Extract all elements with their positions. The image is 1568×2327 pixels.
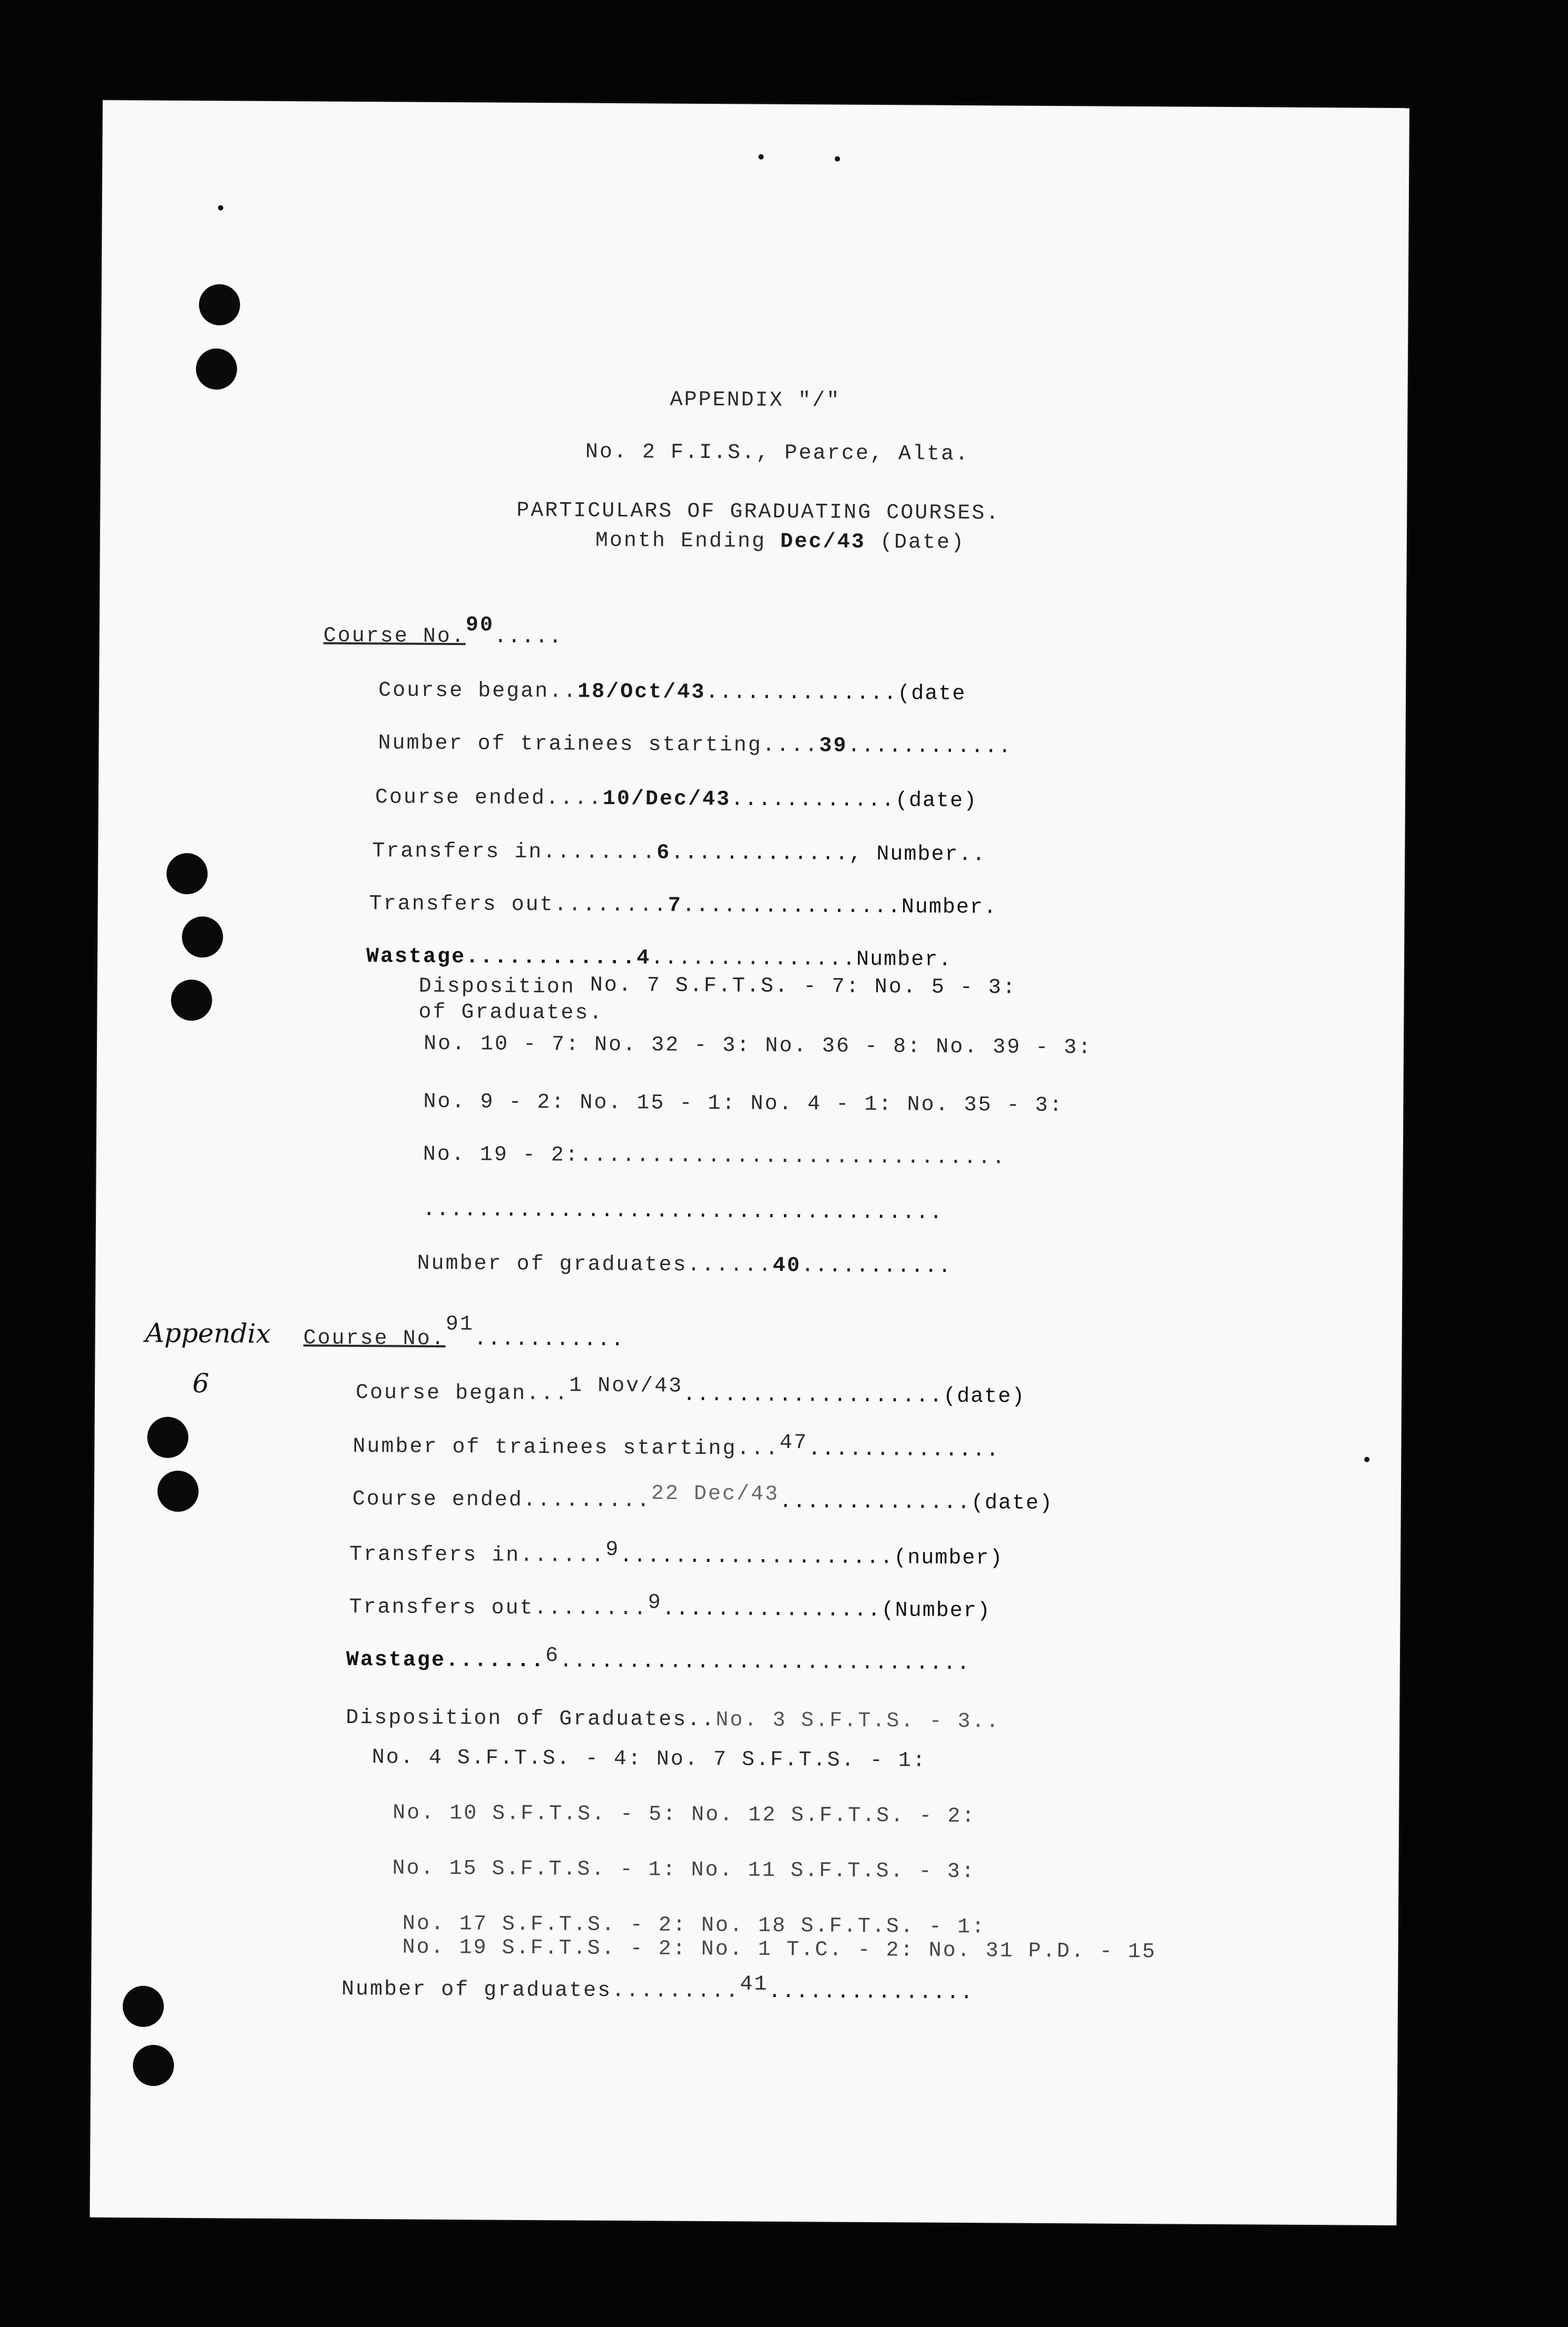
transfers-out-row: [349, 1591, 991, 1624]
course-number: 90: [465, 613, 495, 638]
transfers-out-suffix: ................Number.: [682, 894, 998, 920]
disposition-line: No. 10 - 7: No. 32 - 3: No. 36 - 8: No. 39 - 3:: [423, 1032, 1093, 1060]
course-ended-suffix: ..............(date): [779, 1490, 1054, 1516]
graduates-suffix: ...........: [801, 1254, 952, 1279]
disposition-line: No. 19 - 2:..............................: [423, 1142, 1007, 1170]
disposition-line: No. 19 S.F.T.S. - 2: No. 1 T.C. - 2: No. 31 P.D. - 15: [402, 1935, 1157, 1964]
course-began-suffix: ..............(date: [705, 681, 966, 707]
disposition-line: ......................................: [423, 1198, 944, 1225]
graduates-label: Number of graduates......: [417, 1252, 773, 1278]
ink-speck: [1364, 1457, 1369, 1462]
trainees-value: 47: [779, 1431, 808, 1455]
course-ended-suffix: ............(date): [730, 788, 978, 814]
wastage-label: Wastage.......: [346, 1648, 546, 1674]
transfers-in-suffix: ............., Number..: [671, 841, 986, 867]
transfers-out-value: 7: [668, 894, 682, 918]
punch-hole: [182, 916, 223, 957]
transfers-in-value: 9: [605, 1538, 620, 1562]
document-subtitle: PARTICULARS OF GRADUATING COURSES.: [516, 498, 1001, 526]
course-ended-row: [375, 786, 977, 813]
disposition-line: No. 3 S.F.T.S. - 3..: [716, 1708, 1001, 1734]
wastage-label: Wastage............: [366, 945, 637, 971]
punch-hole: [196, 348, 237, 389]
punch-hole: [133, 2045, 174, 2086]
month-ending-value: Dec/43: [780, 530, 866, 554]
course-began-row: [378, 679, 966, 706]
handwritten-annotation: Appendix: [145, 1317, 271, 1349]
document-page: [90, 100, 1409, 2225]
course-number: 91: [445, 1313, 475, 1337]
course-began-value: 18/Oct/43: [577, 680, 706, 705]
ink-speck: [758, 154, 763, 160]
disposition-line: No. 10 S.F.T.S. - 5: No. 12 S.F.T.S. - 2:: [393, 1801, 976, 1829]
trainees-suffix: ..............: [808, 1438, 1000, 1463]
transfers-out-suffix: ................(Number): [662, 1597, 991, 1624]
disposition-label-1: Disposition: [418, 974, 575, 1000]
trainees-row: [378, 731, 1012, 759]
course-ended-value: 22 Dec/43: [651, 1482, 780, 1507]
trainees-label: Number of trainees starting....: [378, 731, 819, 758]
disposition-label-2: of Graduates.: [418, 1000, 604, 1025]
transfers-in-suffix: ....................(number): [620, 1544, 1004, 1571]
wastage-suffix: ..............................: [559, 1649, 971, 1676]
disposition-line: No. 7 S.F.T.S. - 7: No. 5 - 3:: [590, 973, 1017, 1000]
wastage-value: 6: [545, 1644, 560, 1668]
wastage-row: [366, 945, 952, 972]
transfers-in-row: [349, 1538, 1004, 1571]
punch-hole: [199, 284, 240, 325]
trainees-suffix: ............: [847, 734, 1012, 759]
punch-hole: [123, 1986, 164, 2027]
transfers-in-value: 6: [656, 841, 671, 865]
trainees-value: 39: [819, 734, 848, 758]
disposition-line: No. 17 S.F.T.S. - 2: No. 18 S.F.T.S. - 1:: [402, 1912, 986, 1940]
wastage-value: 4: [636, 946, 651, 971]
trainees-row: [352, 1431, 1000, 1463]
course-suffix: ...........: [474, 1327, 625, 1353]
transfers-out-label: Transfers out........: [349, 1595, 648, 1621]
transfers-out-value: 9: [648, 1591, 662, 1615]
month-ending: [595, 529, 965, 555]
month-ending-label: Month Ending: [595, 529, 767, 554]
disposition-row: [346, 1706, 1000, 1734]
graduates-suffix: ...............: [768, 1980, 974, 2006]
course-label: Course No.: [303, 1326, 446, 1352]
ink-speck: [218, 205, 223, 210]
appendix-title: APPENDIX "/": [670, 388, 841, 413]
transfers-in-label: Transfers in........: [372, 839, 657, 865]
graduates-row: [341, 1972, 974, 2006]
course-began-label: Course began..: [378, 679, 578, 704]
transfers-out-label: Transfers out........: [369, 892, 668, 918]
graduates-label: Number of graduates.........: [341, 1977, 740, 2004]
punch-hole: [166, 853, 208, 894]
course-began-suffix: ...................(date): [682, 1383, 1026, 1409]
course-ended-label: Course ended.........: [352, 1487, 652, 1513]
course-90-heading: Course No.90.....: [323, 613, 563, 650]
course-began-row: [355, 1374, 1026, 1409]
punch-hole: [158, 1471, 199, 1512]
ink-speck: [835, 156, 840, 161]
month-ending-suffix: (Date): [879, 531, 966, 555]
punch-hole: [147, 1417, 188, 1458]
trainees-label: Number of trainees starting...: [352, 1434, 780, 1461]
graduates-value: 40: [772, 1254, 801, 1278]
disposition-line: No. 15 S.F.T.S. - 1: No. 11 S.F.T.S. - 3:: [392, 1856, 976, 1884]
course-label: Course No.: [323, 624, 466, 649]
course-91-heading: [303, 1313, 625, 1353]
graduates-value: 41: [740, 1972, 769, 1997]
graduates-row: [417, 1252, 952, 1279]
disposition-line: No. 9 - 2: No. 15 - 1: No. 4 - 1: No. 35 - 3:: [423, 1090, 1064, 1118]
course-ended-value: 10/Dec/43: [602, 787, 731, 812]
course-began-value: 1 Nov/43: [569, 1374, 683, 1399]
course-began-label: Course began...: [355, 1381, 570, 1406]
course-ended-label: Course ended....: [375, 786, 603, 811]
punch-hole: [171, 980, 212, 1021]
handwritten-annotation-number: 6: [192, 1368, 210, 1399]
transfers-in-label: Transfers in......: [349, 1542, 606, 1568]
unit-name: No. 2 F.I.S., Pearce, Alta.: [585, 440, 970, 467]
transfers-out-row: [369, 892, 997, 920]
transfers-in-row: [372, 839, 986, 867]
wastage-row: [346, 1644, 971, 1676]
wastage-suffix: ...............Number.: [651, 946, 953, 972]
disposition-line: No. 4 S.F.T.S. - 4: No. 7 S.F.T.S. - 1:: [371, 1746, 927, 1773]
course-ended-row: [352, 1482, 1054, 1516]
disposition-label: Disposition of Graduates..: [346, 1706, 716, 1733]
